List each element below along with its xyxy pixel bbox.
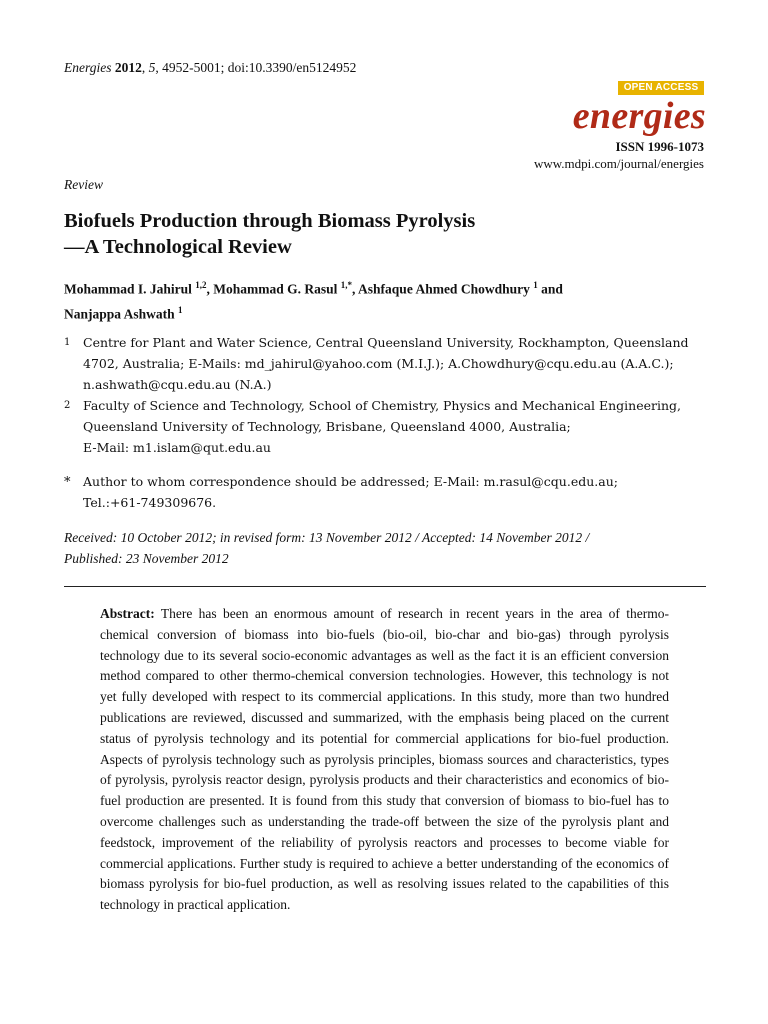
correspondence-note (64, 471, 704, 513)
author-separator: , (352, 281, 359, 297)
dates-line-2: Published: 23 November 2012 (64, 551, 229, 566)
correspondence-line: Author to whom correspondence should be addressed; E-Mail: m.rasul@cqu.edu.au; (83, 474, 618, 489)
author-separator: , (206, 281, 214, 297)
author-affiliation-mark: 1,* (340, 280, 353, 290)
volume: 5 (148, 60, 156, 75)
affiliation-number: 1 (64, 337, 71, 348)
header-divider (64, 586, 706, 587)
abstract-label: Abstract: (100, 606, 155, 621)
publication-dates (64, 527, 704, 569)
asterisk-mark: * (64, 475, 71, 490)
citation-line: Energies 2012, 5, 4952-5001; doi:10.3390/en5124952 (64, 60, 357, 75)
issn: ISSN 1996-1073 (615, 139, 704, 154)
author-name: Nanjappa Ashwath (64, 306, 175, 321)
open-access-badge: OPEN ACCESS (618, 81, 704, 95)
author-name: Mohammad G. Rasul (213, 281, 338, 297)
author-list (64, 275, 704, 324)
year: 2012 (114, 60, 142, 75)
affiliation-line: Centre for Plant and Water Science, Central Queensland University, Rockhampton, Queensland (83, 335, 689, 350)
title-line-2: —A Technological Review (64, 236, 292, 258)
affiliation-line: E-Mail: m1.islam@qut.edu.au (83, 440, 271, 455)
author-affiliation-mark: 1 (178, 304, 183, 315)
paper-title (64, 208, 704, 260)
affiliation-line: 4702, Australia; E-Mails: md_jahirul@yahoo.com (M.I.J.); A.Chowdhury@cqu.edu.au (A.A.C.); (83, 356, 674, 371)
article-type: Review (64, 177, 103, 192)
affiliation-line: n.ashwath@cqu.edu.au (N.A.) (83, 377, 272, 392)
journal-logo: energies (572, 95, 706, 137)
journal-name: Energies (64, 60, 112, 75)
pages-doi: , 4952-5001; doi:10.3390/en5124952 (155, 60, 357, 75)
affiliation-2 (64, 395, 704, 458)
title-line-1: Biofuels Production through Biomass Pyrolysis (64, 210, 476, 232)
author-affiliation-mark: 1,2 (195, 280, 207, 290)
affiliation-1 (64, 332, 704, 395)
author-name: Ashfaque Ahmed Chowdhury (358, 281, 530, 297)
dates-line-1: Received: 10 October 2012; in revised form: 13 November 2012 / Accepted: 14 November 2012 / (64, 530, 590, 545)
journal-url[interactable]: www.mdpi.com/journal/energies (533, 156, 704, 171)
abstract-text: There has been an enormous amount of research in recent years in the area of thermo-chemical conversion of biomass into bio-fuels (bio-oil, bio-char and bio-gas) through pyrolysis technology due to its several socio-economic advantages as well as the fact it is an efficient conversion method compared to other thermo-chemical conversion technologies. However, this technology is not yet fully developed with respect to its commercial applications. In this study, more than two hundred publications are reviewed, discussed and summarized, with the emphasis being placed on the current status of pyrolysis technology and its potential for commercial applications for bio-fuel production. Aspects of pyrolysis technology such as pyrolysis principles, biomass sources and characteristics, types of pyrolysis, pyrolysis reactor design, pyrolysis products and their characteristics and economics of bio-fuel production are presented. It is found from this study that conversion of biomass to bio-fuel has to overcome challenges such as understanding the trade-off between the size of the pyrolysis plant and feedstock, improvement of the reliability of pyrolysis reactors and processes to become viable for commercial applications. Further study is required to achieve a better understanding of the economics of biomass pyrolysis for bio-fuel production, as well as resolving issues related to the capabilities of this technology in practical application. (100, 606, 669, 913)
affiliation-number: 2 (64, 400, 71, 411)
correspondence-line: Tel.:+61-749309676. (83, 495, 217, 510)
author-separator: and (537, 281, 563, 297)
affiliation-line: Queensland University of Technology, Brisbane, Queensland 4000, Australia; (83, 419, 571, 434)
author-name: Mohammad I. Jahirul (64, 281, 192, 297)
affiliation-line: Faculty of Science and Technology, School of Chemistry, Physics and Mechanical Engineering, (83, 398, 682, 413)
author-affiliation-mark: 1 (533, 280, 538, 290)
abstract (100, 604, 669, 916)
